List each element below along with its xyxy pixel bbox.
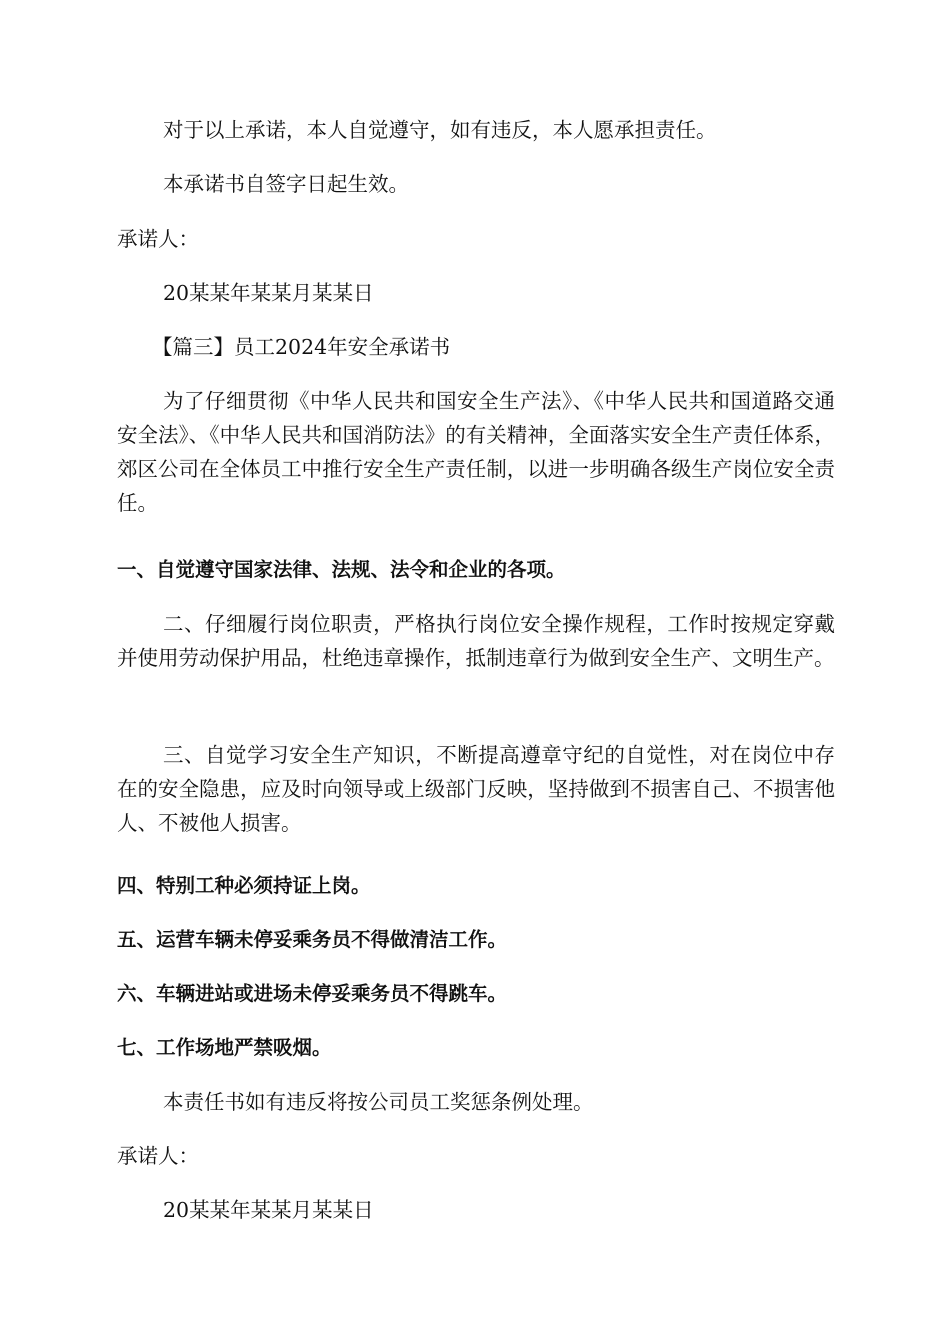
item-5: 五、运营车辆未停妥乘务员不得做清洁工作。 xyxy=(117,928,508,951)
item-3: 三、自觉学习安全生产知识，不断提高遵章守纪的自觉性，对在岗位中存在的安全隐患，应及时向领导或上级部门反映，坚持做到不损害自己、不损害他人、不被他人损害。 xyxy=(117,743,835,835)
intro-paragraph: 为了仔细贯彻《中华人民共和国安全生产法》、《中华人民共和国道路交通安全法》、《中华人民共和国消防法》的有关精神，全面落实安全生产责任体系，郊区公司在全体员工中推行安全生产责任制，以进一步明确各级生产岗位安全责任。 xyxy=(117,389,835,515)
closing-line: 本责任书如有违反将按公司员工奖惩条例处理。 xyxy=(163,1090,594,1114)
date-line: 20某某年某某月某某日 xyxy=(163,281,374,305)
item-2: 二、仔细履行岗位职责，严格执行岗位安全操作规程，工作时按规定穿戴并使用劳动保护用品，杜绝违章操作，抵制违章行为做到安全生产、文明生产。 xyxy=(117,612,835,670)
item-6: 六、车辆进站或进场未停妥乘务员不得跳车。 xyxy=(117,982,508,1005)
section-heading: 【篇三】员工2024年安全承诺书 xyxy=(152,335,451,359)
effective-date-line: 本承诺书自签字日起生效。 xyxy=(163,172,409,196)
item-4: 四、特别工种必须持证上岗。 xyxy=(117,874,371,897)
item-7: 七、工作场地严禁吸烟。 xyxy=(117,1036,332,1059)
signer-label-2: 承诺人： xyxy=(117,1144,199,1168)
date-line-2: 20某某年某某月某某日 xyxy=(163,1198,374,1222)
item-1: 一、自觉遵守国家法律、法规、法令和企业的各项。 xyxy=(117,558,566,581)
commitment-compliance-line: 对于以上承诺，本人自觉遵守，如有违反，本人愿承担责任。 xyxy=(163,118,717,142)
signer-label: 承诺人： xyxy=(117,227,199,251)
